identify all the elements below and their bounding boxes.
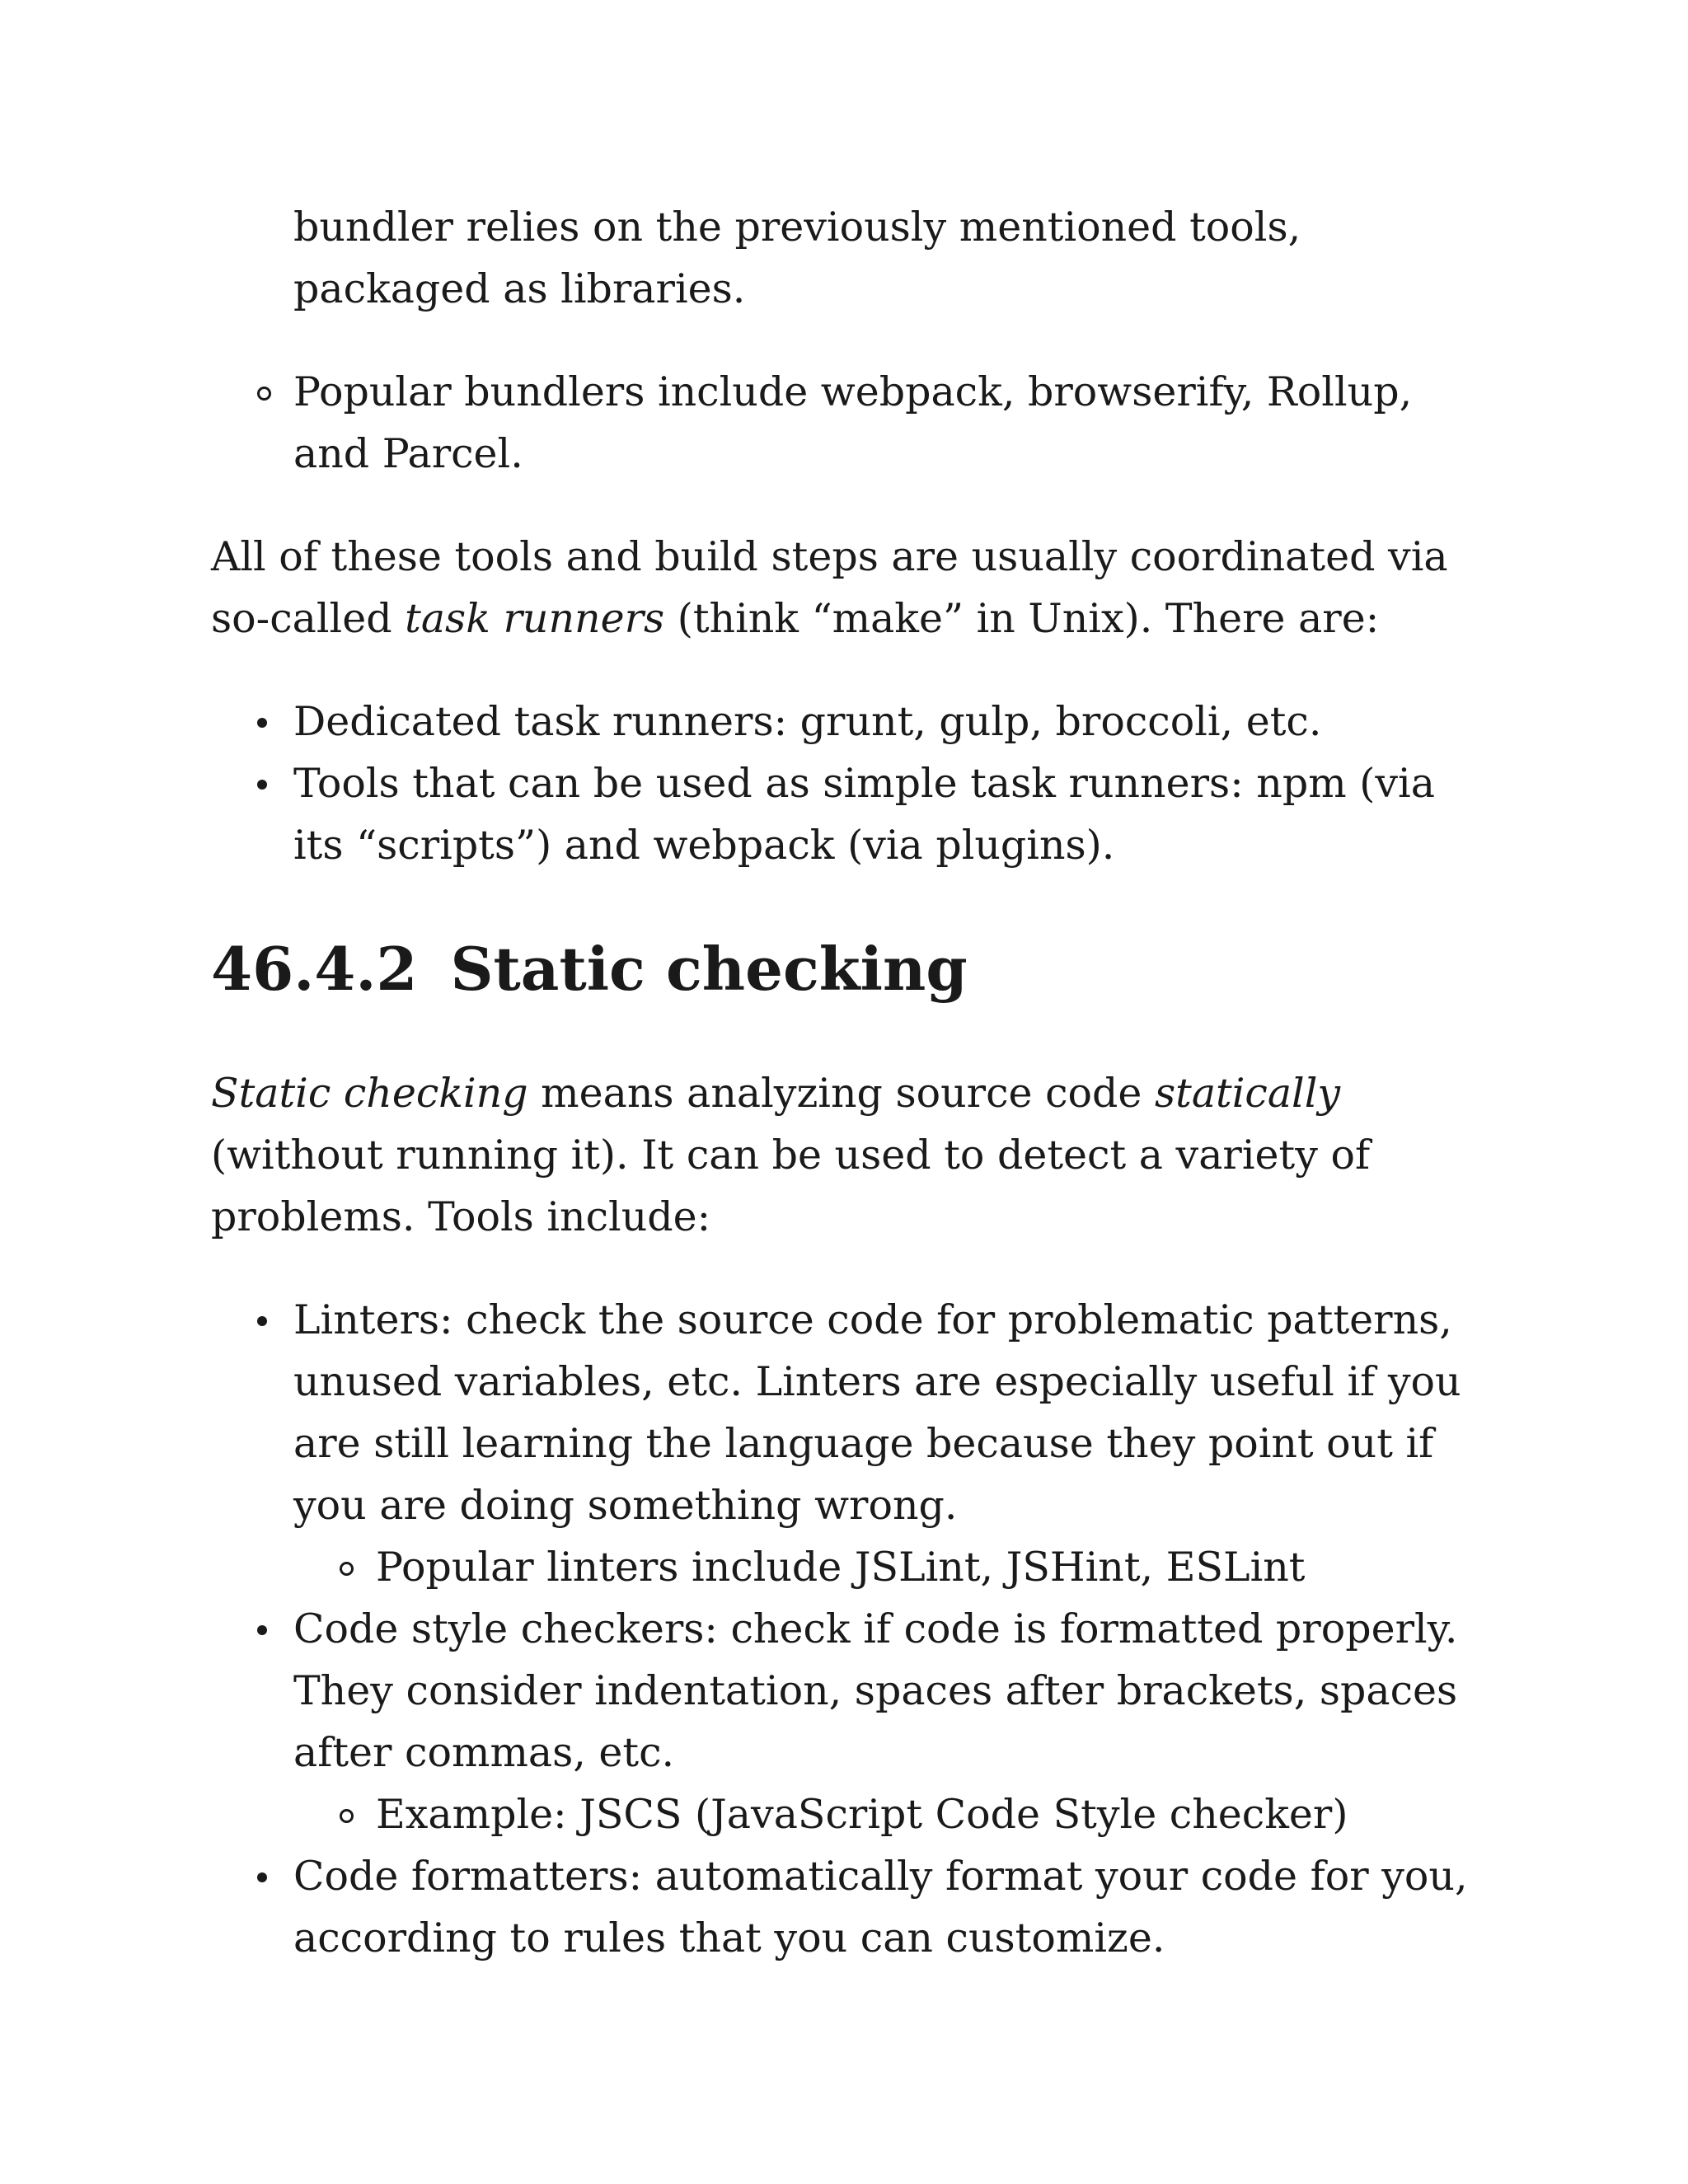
task-runners-paragraph: All of these tools and build steps are usually coordinated via so-called task runners (think “make” in Unix). There are: [211, 533, 1448, 642]
tools-list [211, 1289, 1497, 1969]
section-title: Static checking [450, 934, 968, 1004]
section-number: 46.4.2 [211, 934, 418, 1004]
formatters-item-text: Code formatters: automatically format your code for you, according to rules that you can customize. [293, 1853, 1468, 1961]
linters-sublist [293, 1536, 1497, 1598]
linters-item-text: Linters: check the source code for problematic patterns, unused variables, etc. Linters are especially useful if you are still learning the language because they point out if you are doing something wrong. [293, 1296, 1461, 1529]
list-item: Dedicated task runners: grunt, gulp, broccoli, etc. [211, 691, 1497, 752]
list-item: Popular linters include JSLint, JSHint, ESLint [293, 1536, 1497, 1598]
style-checkers-item-text: Code style checkers: check if code is formatted properly. They consider indentation, spaces after brackets, spaces after commas, etc. [293, 1605, 1458, 1776]
list-item [211, 1845, 1497, 1969]
list-item: Example: JSCS (JavaScript Code Style checker) [293, 1783, 1497, 1845]
task-runners-emphasis: task runners [405, 595, 665, 642]
list-item: Tools that can be used as simple task runners: npm (via its “scripts”) and webpack (via plugins). [211, 752, 1497, 876]
task-runners-list [211, 691, 1497, 876]
page-content [211, 196, 1497, 1969]
list-item [211, 1598, 1497, 1845]
bundlers-sublist [211, 361, 1497, 485]
static-checking-paragraph: Static checking means analyzing source code statically (without running it). It can be used to detect a variety of problems. Tools include: [211, 1070, 1371, 1240]
section-heading [211, 932, 1497, 1006]
style-checkers-sublist [293, 1783, 1497, 1845]
continuation-paragraph: bundler relies on the previously mentioned tools, packaged as libraries. [293, 204, 1301, 312]
list-item [211, 1289, 1497, 1598]
list-item [211, 361, 1497, 485]
bundlers-subitem: Popular bundlers include webpack, browserify, Rollup, and Parcel. [293, 368, 1413, 477]
